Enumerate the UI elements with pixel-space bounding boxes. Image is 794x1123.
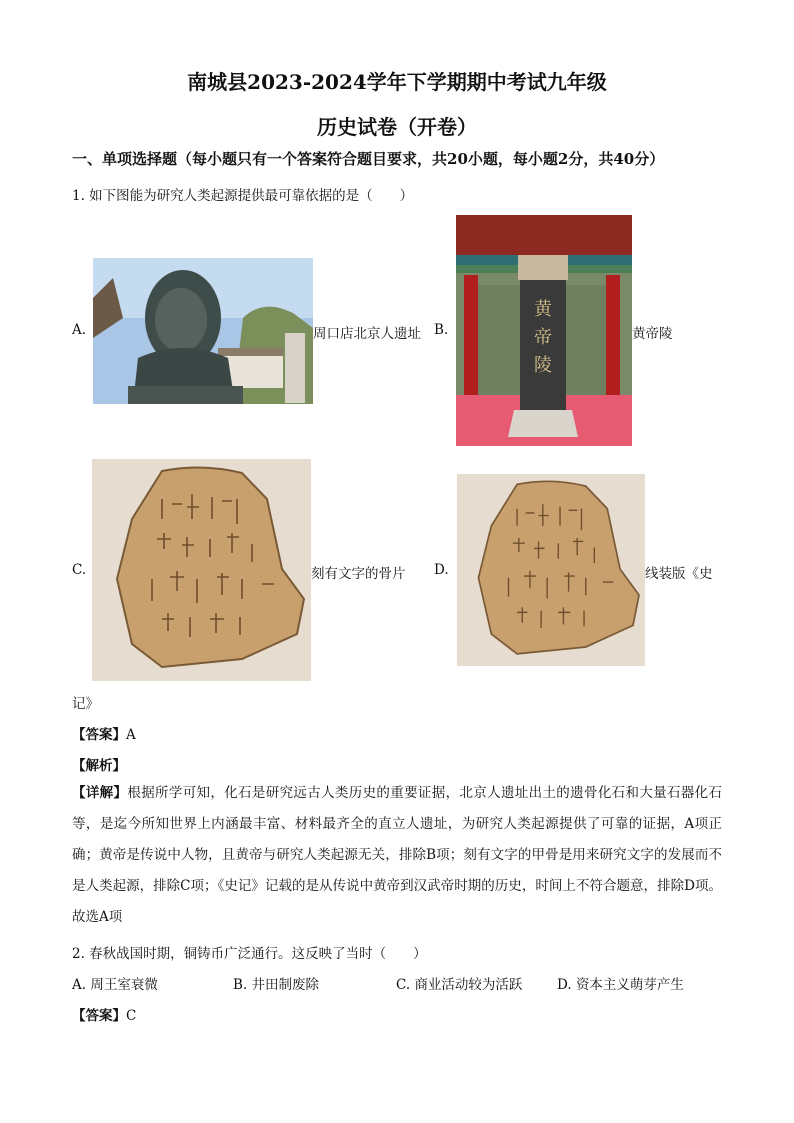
q2-option-d-letter: D. — [557, 977, 572, 993]
q2-option-a — [72, 973, 158, 993]
q2-option-d — [557, 973, 684, 993]
question-2-stem: 2. 春秋战国时期，铜铸币广泛通行。这反映了当时（ ） — [72, 946, 427, 962]
q1-detail-label: 【详解】 — [72, 785, 128, 801]
q1-option-c-letter: C. — [72, 562, 87, 578]
q1-option-b-letter: B. — [434, 322, 449, 338]
q2-option-c-letter: C. — [396, 977, 411, 993]
q1-option-d-letter: D. — [434, 562, 449, 578]
exam-title-line2: 历史试卷（开卷） — [317, 115, 477, 139]
q2-option-c-text: 商业活动较为活跃 — [414, 977, 523, 993]
oracle-bone-image-d — [457, 474, 645, 666]
svg-text:帝: 帝 — [534, 327, 552, 348]
q1-analysis-label: 【解析】 — [72, 758, 126, 774]
q1-detail-text: 根据所学可知，化石是研究远古人类历史的重要证据，北京人遗址出土的遗骨化石和大量石器化石等，是迄今所知世界上内涵最丰富、材料最齐全的直立人遗址，为研究人类起源提供了可靠的证据，A项正确；黄帝是传说中人物，且黄帝与研究人类起源无关，排除B项；刻有文字的甲骨是用来研究文字的发展而不是人类起源，排除C项；《史记》记载的是从传说中黄帝到汉武帝时期的历史，时间上不符合题意，排除D项。故选A项 — [72, 785, 723, 925]
svg-text:陵: 陵 — [534, 355, 552, 376]
q2-option-c — [396, 973, 522, 993]
q2-option-b — [233, 973, 319, 993]
q1-answer-label: 【答案】 — [72, 727, 126, 743]
huangdi-tomb-stele-image — [456, 215, 632, 446]
q1-answer — [72, 723, 136, 743]
exam-title-line1: 南城县2023-2024学年下学期期中考试九年级 — [187, 70, 607, 94]
q1-answer-value: A — [126, 727, 136, 743]
q1-option-a-letter: A. — [72, 322, 87, 338]
q2-option-a-text: 周王室衰微 — [90, 977, 158, 993]
q2-answer-value: C — [126, 1008, 137, 1024]
q2-answer — [72, 1004, 136, 1024]
oracle-bone-image-c — [92, 459, 311, 681]
q1-option-c-text: 刻有文字的骨片 — [311, 566, 406, 582]
q1-option-d-wrap-text: 记》 — [72, 696, 99, 712]
q1-option-b-text: 黄帝陵 — [632, 326, 673, 342]
section-heading: 一、单项选择题（每小题只有一个答案符合题目要求，共20小题，每小题2分，共40分） — [72, 150, 665, 168]
peking-man-bust-image — [93, 258, 313, 404]
svg-text:黄: 黄 — [534, 299, 552, 320]
question-1-stem: 1. 如下图能为研究人类起源提供最可靠依据的是（ ） — [72, 188, 414, 204]
q2-option-b-letter: B. — [233, 977, 248, 993]
q1-option-a-text: 周口店北京人遗址 — [313, 326, 421, 342]
q1-detail — [72, 778, 722, 933]
q2-option-b-text: 井田制废除 — [251, 977, 320, 993]
q2-option-d-text: 资本主义萌芽产生 — [575, 977, 684, 993]
q2-answer-label: 【答案】 — [72, 1008, 126, 1024]
q2-option-a-letter: A. — [72, 977, 87, 993]
q1-option-d-text: 线装版《史 — [645, 566, 713, 582]
